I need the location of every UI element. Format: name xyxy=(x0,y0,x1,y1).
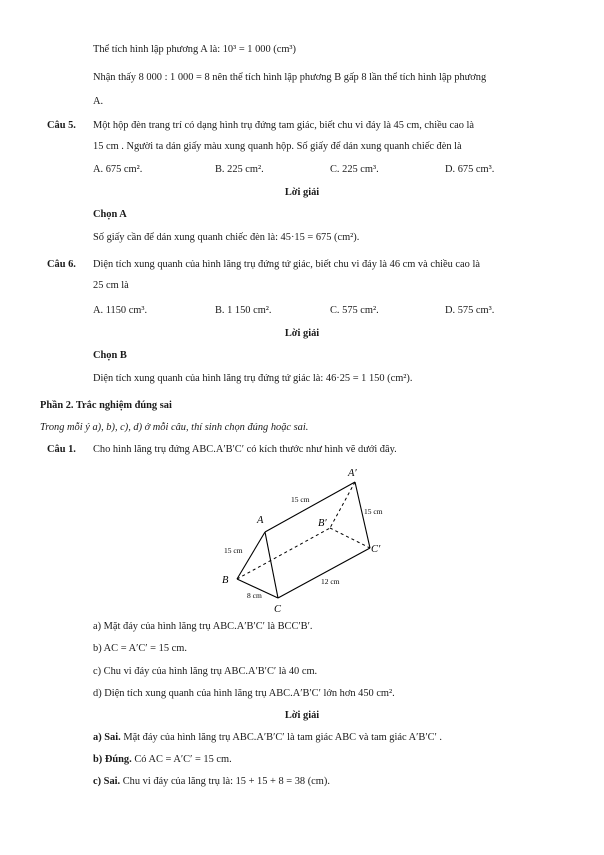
intro-compare-line-2: A. xyxy=(93,96,104,107)
edge-bprime-cprime xyxy=(330,528,370,548)
label-short-edge: 8 cm xyxy=(247,591,262,600)
q5-label: Câu 5. xyxy=(47,120,76,131)
q6-solution-title: Lời giải xyxy=(284,328,320,339)
label-b: B xyxy=(222,575,229,586)
q6-solution: Diện tích xung quanh của hình lăng trụ đứng tứ giác là: 46·25 = 1 150 (cm²). xyxy=(93,373,413,384)
label-a: A xyxy=(257,515,264,526)
edge-a-aprime xyxy=(265,482,355,532)
part2-title: Phần 2. Trắc nghiệm đúng sai xyxy=(40,400,172,411)
statement-b: b) AC = A′C′ = 15 cm. xyxy=(93,643,187,654)
answer-c xyxy=(93,775,330,789)
q6-option-d: D. 575 cm³. xyxy=(445,305,495,316)
q5-option-c: C. 225 cm³. xyxy=(330,164,379,175)
answers-title: Lời giải xyxy=(284,710,320,721)
answer-b xyxy=(93,753,232,767)
q5-solution-title: Lời giải xyxy=(284,187,320,198)
q5-solution: Số giấy cần để dán xung quanh chiếc đèn là: 45·15 = 675 (cm²). xyxy=(93,232,360,243)
q6-text-line-1: Diện tích xung quanh của hình lăng trụ đứng tứ giác, biết chu vi đáy là 46 cm và chiều cao là xyxy=(93,259,480,270)
q5-text-line-1: Một hộp đèn trang trí có dạng hình trụ đứng tam giác, biết chu vi đáy là 45 cm, chiều cao là xyxy=(93,120,475,131)
edge-ab xyxy=(237,532,265,579)
q6-option-a: A. 1150 cm³. xyxy=(93,305,148,316)
label-c-prime: C′ xyxy=(371,544,381,555)
q6-option-b: B. 1 150 cm². xyxy=(215,305,272,316)
q6-choice: Chọn B xyxy=(93,350,127,361)
edge-c-cprime xyxy=(278,548,370,598)
answer-b-head: b) Đúng. xyxy=(93,754,132,765)
label-bottom-edge: 12 cm xyxy=(321,577,340,586)
label-left-edge: 15 cm xyxy=(224,546,243,555)
q6-label: Câu 6. xyxy=(47,259,76,270)
answer-a-head: a) Sai. xyxy=(93,732,121,743)
edge-b-bprime xyxy=(237,528,330,579)
label-a-prime: A′ xyxy=(348,468,357,479)
q5-option-a: A. 675 cm². xyxy=(93,164,143,175)
part2-q1-label: Câu 1. xyxy=(47,444,76,455)
answer-c-head: c) Sai. xyxy=(93,776,121,787)
q6-text-line-2: 25 cm là xyxy=(93,280,129,291)
label-c: C xyxy=(274,604,282,615)
prism-figure xyxy=(0,462,604,622)
q5-text-line-2: 15 cm . Người ta dán giấy màu xung quanh hộp. Số giấy để dán xung quanh chiếc đèn là xyxy=(93,141,462,152)
label-b-prime: B′ xyxy=(318,518,327,529)
answer-a-body: Mặt đáy của hình lăng trụ ABC.A′B′C′ là tam giác ABC và tam giác A′B′C′ . xyxy=(123,732,443,743)
statement-c: c) Chu vi đáy của hình lăng trụ ABC.A′B′C′ là 40 cm. xyxy=(93,666,318,677)
intro-compare-line-1: Nhận thấy 8 000 : 1 000 = 8 nên thể tích hình lập phương B gấp 8 lần thể tích hình lập phương xyxy=(93,72,487,83)
part2-instruction: Trong mỗi ý a), b), c), d) ở mỗi câu, thí sinh chọn đúng hoặc sai. xyxy=(40,422,309,433)
q5-choice: Chọn A xyxy=(93,209,127,220)
statement-a: a) Mặt đáy của hình lăng trụ ABC.A′B′C′ là BCC′B′. xyxy=(93,621,313,632)
answer-c-body: Chu vi đáy của lăng trụ là: 15 + 15 + 8 = 38 (cm). xyxy=(122,776,330,787)
q5-option-b: B. 225 cm². xyxy=(215,164,264,175)
intro-volume-a: Thể tích hình lập phương A là: 10³ = 1 000 (cm³) xyxy=(93,44,297,55)
answer-a xyxy=(93,731,442,745)
q6-option-c: C. 575 cm². xyxy=(330,305,379,316)
edge-ac xyxy=(265,532,278,598)
answer-b-body: Có AC = A′C′ = 15 cm. xyxy=(134,754,232,765)
q5-option-d: D. 675 cm³. xyxy=(445,164,495,175)
part2-q1-text: Cho hình lăng trụ đứng ABC.A′B′C′ có kích thước như hình vẽ dưới đây. xyxy=(93,444,397,455)
label-top-edge: 15 cm xyxy=(291,495,310,504)
statement-d: d) Diện tích xung quanh của hình lăng trụ ABC.A′B′C′ lớn hơn 450 cm². xyxy=(93,688,395,699)
label-right-edge: 15 cm xyxy=(364,507,383,516)
